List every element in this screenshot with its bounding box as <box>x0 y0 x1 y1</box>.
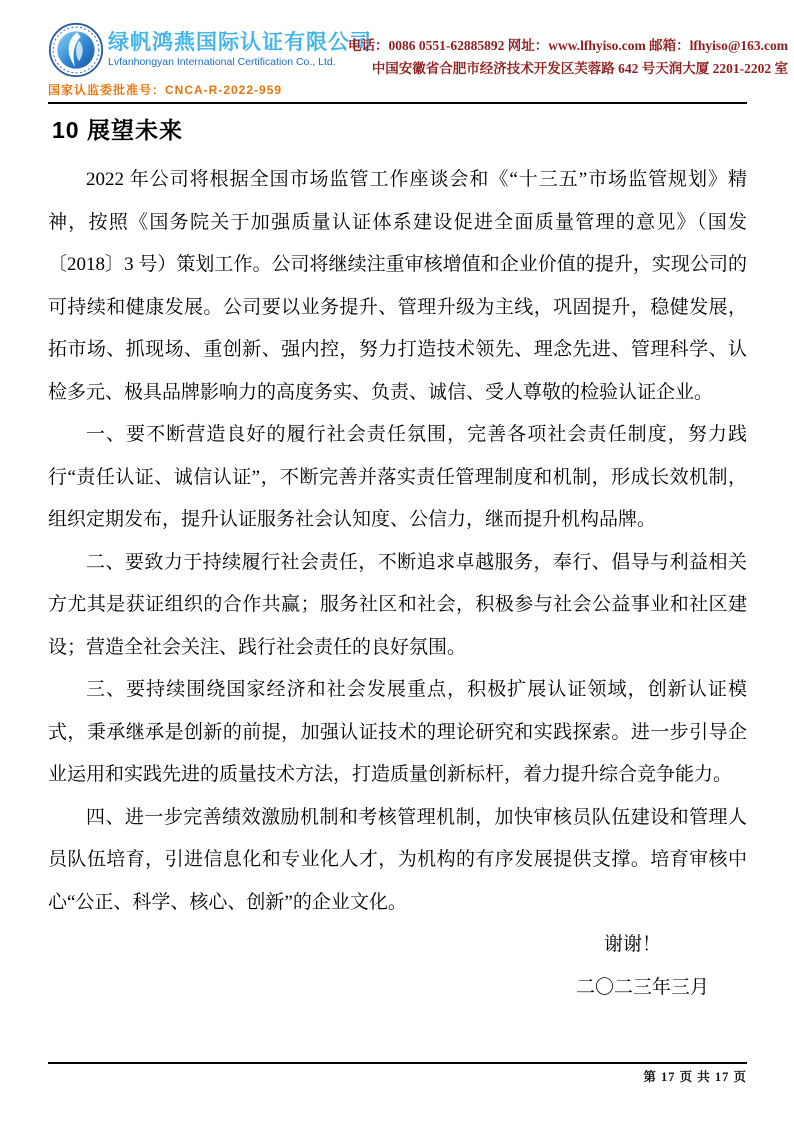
paragraph-point-1: 一、要不断营造良好的履行社会责任氛围，完善各项社会责任制度，努力践行“责任认证、诚信认证”，不断完善并落实责任管理制度和机制，形成长效机制，组织定期发布，提升认证服务社会认知度、公信力，继而提升机构品牌。 <box>48 424 747 530</box>
paragraph-point-4: 四、进一步完善绩效激励机制和考核管理机制，加快审核员队伍建设和管理人员队伍培育，引进信息化和专业化人才，为机构的有序发展提供支撑。培育审核中心“公正、科学、核心、创新”的企业文化。 <box>48 806 747 913</box>
contact-line-phone-web-email: 电话：0086 0551-62885892 网址：www.lfhyiso.com 邮箱：lfhyiso@163.com <box>348 38 789 53</box>
approval-number-line: 国家认监委批准号：CNCA-R-2022-959 <box>48 83 283 97</box>
paragraph-point-2: 二、要致力于持续履行社会责任，不断追求卓越服务，奉行、倡导与利益相关方尤其是获证组织的合作共赢；服务社区和社会，积极参与社会公益事业和社区建设；营造全社会关注、践行社会责任的良好氛围。 <box>48 551 747 658</box>
paragraph-point-3: 三、要持续围绕国家经济和社会发展重点，积极扩展认证领域，创新认证模式，秉承继承是创新的前提，加强认证技术的理论研究和实践探索。进一步引导企业运用和实践先进的质量技术方法，打造质量创新标杆，着力提升综合竞争能力。 <box>48 679 747 785</box>
closing-thanks: 谢谢！ <box>603 934 661 955</box>
page-footer <box>48 1062 747 1085</box>
header-divider-line <box>48 102 747 104</box>
company-brand-block <box>48 22 372 98</box>
section-heading: 10 展望未来 <box>52 117 183 143</box>
closing-block <box>48 924 747 1009</box>
document-body <box>48 108 747 1009</box>
contact-line-address: 中国安徽省合肥市经济技术开发区芙蓉路 642 号天润大厦 2201-2202 室 <box>371 61 789 76</box>
page-header <box>48 22 789 104</box>
company-logo-icon <box>48 22 104 78</box>
company-name-zh: 绿帆鸿燕国际认证有限公司 <box>108 31 372 54</box>
company-name-en: Lvfanhongyan International Certification Co., Ltd. <box>108 56 336 68</box>
page-number-indicator: 第 17 页 共 17 页 <box>643 1070 747 1084</box>
paragraph-overview: 2022 年公司将根据全国市场监管工作座谈会和《“十三五”市场监管规划》精神，按照《国务院关于加强质量认证体系建设促进全面质量管理的意见》（国发〔2018〕3 号）策划工作。公司将继续注重审核增值和企业价值的提升，实现公司的可持续和健康发展。公司要以业务提升、管理升级为主线，巩固提升，稳健发展，拓市场、抓现场、重创新、强内控，努力打造技术领先、理念先进、管理科学、认检多元、极具品牌影响力的高度务实、负责、诚信、受人尊敬的检验认证企业。 <box>48 169 747 403</box>
closing-date: 二〇二三年三月 <box>575 976 709 998</box>
contact-info-block <box>348 22 788 80</box>
